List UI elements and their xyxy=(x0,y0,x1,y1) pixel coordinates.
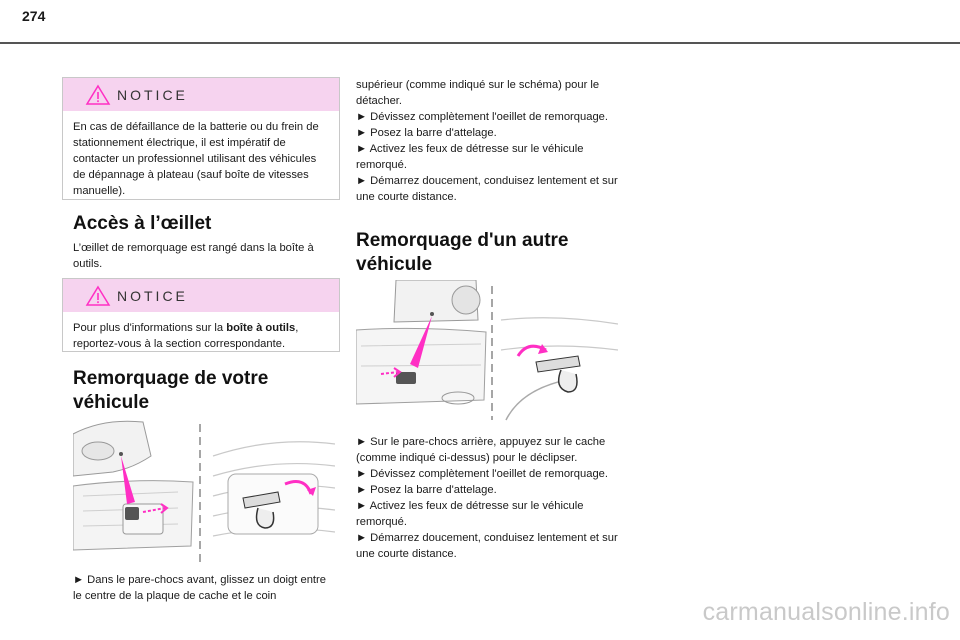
rear-bumper-illustration xyxy=(356,280,618,426)
notice-header xyxy=(63,78,339,111)
notice-text-bold: boîte à outils xyxy=(226,322,296,334)
notice-text xyxy=(63,312,339,360)
notice-text-part: , reportez-vous à la section correspondante. xyxy=(73,322,299,350)
steps-right-bottom xyxy=(356,434,618,562)
step-item: ► Démarrez doucement, conduisez lentement et sur une courte distance. xyxy=(356,532,618,560)
notice-box-1 xyxy=(62,77,340,200)
step-item: ► Activez les feux de détresse sur le véhicule remorqué. xyxy=(356,500,584,528)
section-heading-acces: Accès à l’œillet xyxy=(73,213,212,234)
notice-title: NOTICE xyxy=(117,87,188,103)
watermark: carmanualsonline.info xyxy=(702,598,950,626)
notice-text: En cas de défaillance de la batterie ou du frein de stationnement électrique, il est impératif de contacter un professionnel utilisant des véhicules de dépannage à plateau (sauf boîte de vitesses manuelle). xyxy=(73,121,319,197)
step-item: ► Dévissez complètement l'oeillet de remorquage. xyxy=(356,111,608,123)
page-number: 274 xyxy=(22,8,46,24)
section-heading-remorquage-votre: Remorquage de votre véhicule xyxy=(73,368,269,413)
notice-box-2 xyxy=(62,278,340,352)
step-item: ► Posez la barre d'attelage. xyxy=(356,484,497,496)
section-heading-remorquage-autre: Remorquage d'un autre véhicule xyxy=(356,230,569,275)
steps-right-top xyxy=(356,77,618,205)
step-item: ► Activez les feux de détresse sur le véhicule remorqué. xyxy=(356,143,584,171)
step-item: ► Sur le pare-chocs arrière, appuyez sur le cache (comme indiqué ci-dessus) pour le déclipser. xyxy=(356,436,606,464)
step-item: ► Posez la barre d'attelage. xyxy=(356,127,497,139)
notice-header xyxy=(63,279,339,312)
step-item: ► Dévissez complètement l'oeillet de remorquage. xyxy=(356,468,608,480)
step-item: ► Démarrez doucement, conduisez lentement et sur une courte distance. xyxy=(356,175,618,203)
notice-text-part: Pour plus d'informations sur la xyxy=(73,322,227,334)
header-rule xyxy=(0,42,960,44)
step-text-left: ► Dans le pare-chocs avant, glissez un doigt entre le centre de la plaque de cache et le coin xyxy=(73,574,326,602)
warning-icon xyxy=(85,84,111,106)
section-text-acces: L’œillet de remorquage est rangé dans la boîte à outils. xyxy=(73,242,314,270)
notice-title: NOTICE xyxy=(117,288,188,304)
warning-icon xyxy=(85,285,111,307)
step-item: supérieur (comme indiqué sur le schéma) pour le détacher. xyxy=(356,79,600,107)
front-bumper-illustration xyxy=(73,416,335,566)
